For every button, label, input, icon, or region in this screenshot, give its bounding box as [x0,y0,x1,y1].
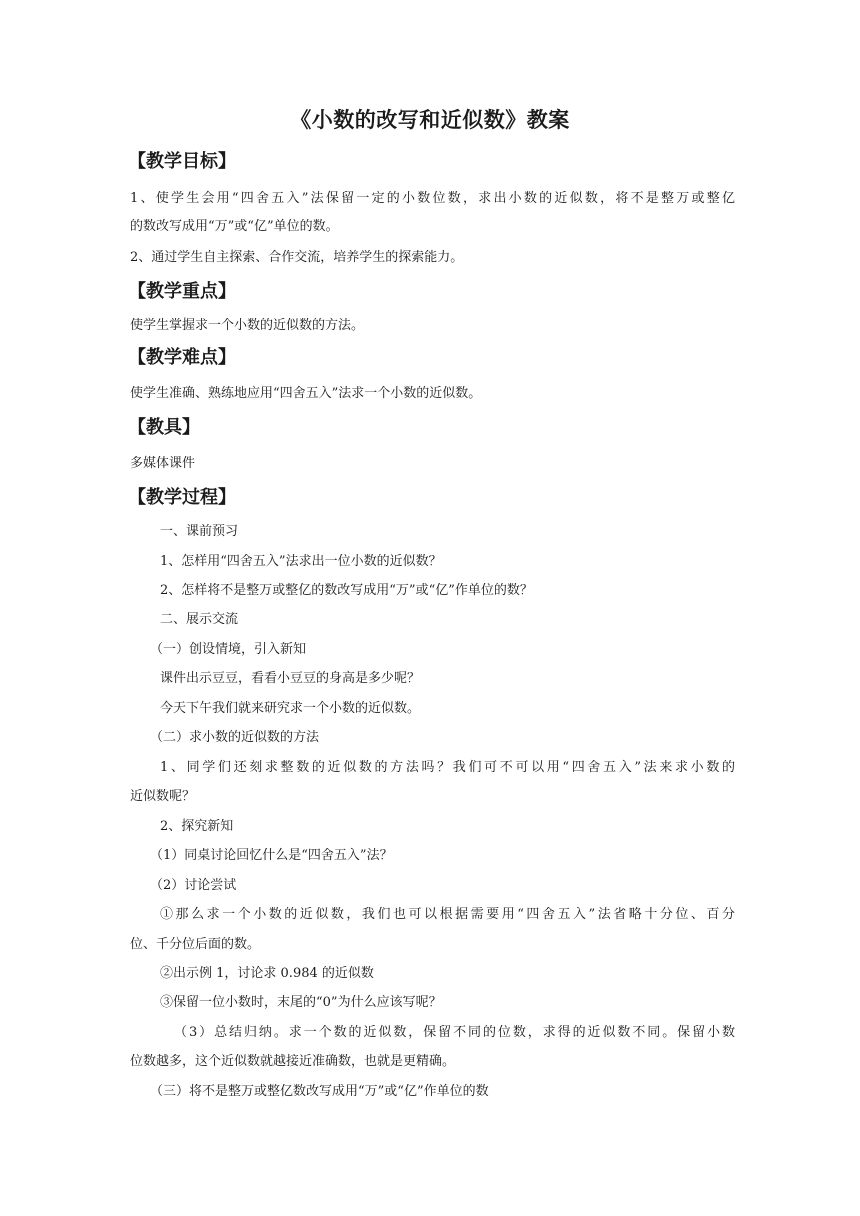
process-line-19: 位数越多，这个近似数就越接近准确数，也就是更精确。 [130,1054,456,1069]
process-line-11: 2、探究新知 [160,819,234,834]
process-line-15: 位、千分位后面的数。 [130,937,261,952]
process-line-12: （1）同桌讨论回忆什么是“四舍五入”法？ [150,848,393,863]
process-line-16: ②出示例 1，讨论求 0.984 的近似数 [160,966,374,981]
objectives-line-1: 1、使学生会用“四舍五入”法保留一定的小数位数，求出小数的近似数，将不是整万或整亿 [130,191,735,206]
process-line-3: 2、怎样将不是整万或整亿的数改写成用“万”或“亿”作单位的数？ [160,583,533,598]
difficulties-line-1: 使学生准确、熟练地应用“四舍五入”法求一个小数的近似数。 [130,386,482,401]
process-line-7: 今天下午我们就来研究求一个小数的近似数。 [160,701,421,716]
section-heading-tools: 【教具】 [128,417,200,438]
key-points-line-1: 使学生掌握求一个小数的近似数的方法。 [130,318,365,333]
process-line-10: 近似数呢？ [130,789,196,804]
section-heading-objectives: 【教学目标】 [128,151,236,172]
section-heading-difficulties: 【教学难点】 [128,347,236,368]
process-line-17: ③保留一位小数时，末尾的“0”为什么应该写呢？ [160,995,442,1010]
tools-line-1: 多媒体课件 [130,456,196,471]
process-line-2: 1、怎样用“四舍五入”法求出一位小数的近似数？ [160,554,442,569]
section-heading-process: 【教学过程】 [128,487,236,508]
process-line-13: （2）讨论尝试 [150,878,237,893]
process-line-5: （一）创设情境，引入新知 [150,642,307,657]
process-line-20: （三）将不是整万或整亿数改写成用“万”或“亿”作单位的数 [150,1084,489,1099]
process-line-4: 二、展示交流 [160,612,239,627]
process-line-6: 课件出示豆豆，看看小豆豆的身高是多少呢？ [160,671,421,686]
process-line-14: ①那么求一个小数的近似数，我们也可以根据需要用“四舍五入”法省略十分位、百分 [160,907,735,922]
process-line-1: 一、课前预习 [160,524,239,539]
process-line-18: （3）总结归纳。求一个数的近似数，保留不同的位数，求得的近似数不同。保留小数 [174,1025,735,1040]
document-title: 《小数的改写和近似数》教案 [290,108,570,132]
objectives-line-3: 2、通过学生自主探索、合作交流，培养学生的探索能力。 [130,250,464,265]
process-line-8: （二）求小数的近似数的方法 [150,730,320,745]
objectives-line-2: 的数改写成用“万”或“亿”单位的数。 [130,219,339,234]
process-line-9: 1、同学们还刻求整数的近似数的方法吗？我们可不可以用“四舍五入”法来求小数的 [160,760,735,775]
section-heading-key-points: 【教学重点】 [128,281,236,302]
